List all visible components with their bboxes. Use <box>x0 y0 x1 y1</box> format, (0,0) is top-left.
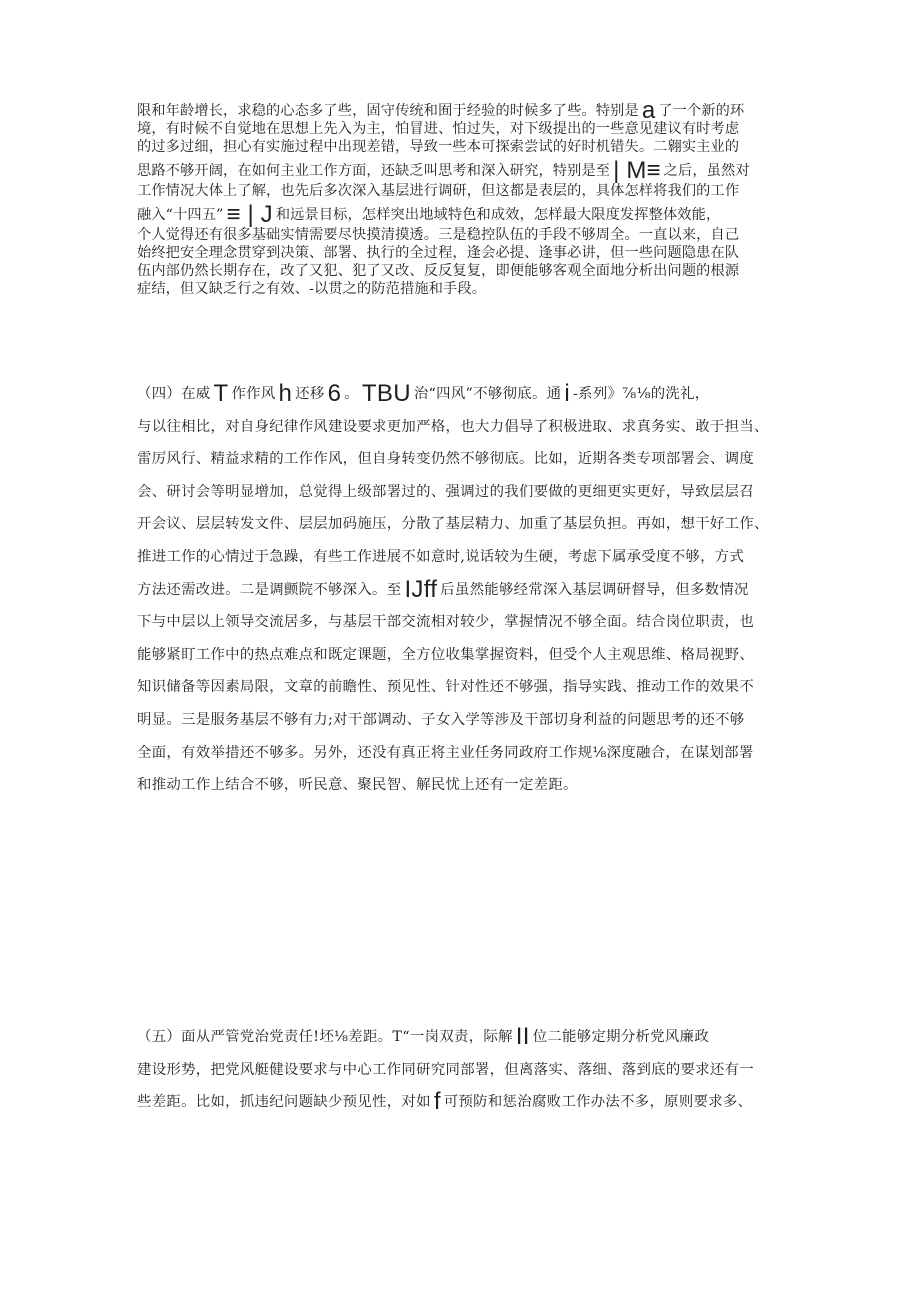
text-line: 与以往相比，对自身纪律作风建设要求更加严格，也大力倡导了积极进取、求真务实、敢于担当、 <box>137 418 769 435</box>
text-line: 知识储备等因素局限，文章的前瞻性、预见性、针对性还不够强，指导实践、推动工作的效果不 <box>137 679 755 696</box>
text-line: 境，有时候不自觉地在思想上先入为主，怕冒进、怕过失，对下级提出的一些意见建议有时考虑 <box>137 121 740 137</box>
ocr-artifact: a <box>641 97 656 124</box>
ocr-artifact: 6 <box>327 380 342 407</box>
text-line: 始终把安全理念贯穿到决策、部署、执行的全过程，逢会必提、逢事必讲，但一些问题隐患在队 <box>137 245 740 261</box>
ocr-artifact: f <box>433 1088 441 1116</box>
text-line: 的过多过细，担心有实施过程中出现差错，导致一些本可探索尝试的好时机错失。二翱实主业的 <box>137 139 740 155</box>
text-line <box>137 574 793 607</box>
text-run: 融入“十四五” <box>137 207 224 223</box>
text-line: 下与中层以上领导交流居多，与基层干部交流相对较少，掌握情况不够全面。结合岗位职责，也 <box>137 614 755 631</box>
text-run: 些差距。比如，抓违纪问题缺少预见性，对如 <box>137 1094 431 1111</box>
text-run: 治“四风”不够彻底。通 <box>413 386 562 402</box>
text-line: 明显。三是服务基层不够有力;对干部调动、子女入学等涉及干部切身利益的问题思考的还不够 <box>137 711 745 728</box>
text-line: 伍内部仍然长期存在，改了又犯、犯了又改、反反复复，即便能够客观全面地分析出问题的根源 <box>137 263 740 279</box>
text-line: 雷厉风行、精益求精的工作作风，但自身转变仍然不够彻底。比如，近期各类专项部署会、调度 <box>137 451 755 468</box>
text-line: 工作情况大体上了解，也先后多次深入基层进行调研，但这都是表层的，具体怎样将我们的工作 <box>137 183 740 199</box>
ocr-artifact: IJff <box>404 575 438 603</box>
text-run: 后虽然能够经常深入基层调研督导，但多数情况 <box>440 581 749 598</box>
ocr-artifact: i <box>564 380 570 407</box>
text-line <box>137 1021 793 1054</box>
text-run: 思路不够开阔，在如何主业工作方面，还缺乏叫思考和深入研究，特别是至 <box>137 163 611 179</box>
text-run: 作作风 <box>231 386 276 402</box>
text-line: 会、研讨会等明显增加，总觉得上级部署过的、强调过的我们要做的更细更实更好，导致层层召 <box>137 483 755 500</box>
text-line <box>137 97 793 124</box>
text-run: 可预防和惩治腐败工作办法不多，原则要求多、 <box>443 1094 753 1111</box>
ocr-artifact: II <box>515 1023 530 1050</box>
ocr-artifact: | M≡ <box>613 157 661 184</box>
text-run: （四）在威 <box>137 386 211 402</box>
text-run: -系列》⅞⅛的洗礼， <box>573 386 710 402</box>
text-run: （五）面从严管党治党责任!坯⅛差距。T“一岗双责，际解 <box>137 1029 513 1045</box>
text-line <box>137 1086 793 1119</box>
text-run: 限和年龄增长，求稳的心态多了些，固守传统和囿于经验的时候多了些。特别是 <box>137 103 639 119</box>
paragraph-section-five <box>137 1021 793 1119</box>
text-run: 位二能够定期分析党风廉政 <box>532 1029 710 1045</box>
ocr-artifact: ≡ | J <box>226 201 273 228</box>
text-line: 开会议、层层转发文件、层层加码施压，分散了基层精力、加重了基层负担。再如，想干好工作、 <box>137 516 769 533</box>
text-run: 和远景目标，怎样突出地域特色和成效，怎样最大限度发挥整体效能， <box>275 207 721 223</box>
text-line <box>137 200 793 226</box>
text-run: 之后，虽然对 <box>663 163 750 179</box>
text-line: 个人觉得还有很多基础实情需要尽快摸清摸透。三是稳控队伍的手段不够周全。一直以来，自己 <box>137 227 740 243</box>
text-run: 方法还需改进。二是调颤院不够深入。至 <box>137 581 402 598</box>
text-run: 。 <box>344 386 359 402</box>
text-line: 全面，有效举措还不够多。另外，还没有真正将主业任务同政府工作规⅛深度融合，在谋划部署 <box>137 744 754 761</box>
ocr-artifact: TBU <box>361 380 411 407</box>
paragraph-continued <box>137 97 793 298</box>
text-run: 还移 <box>295 386 325 402</box>
text-line: 推进工作的心情过于急躁，有些工作进展不如意时,说话较为生硬，考虑下属承受度不够，方式 <box>137 548 745 565</box>
text-line <box>137 378 793 411</box>
text-line: 能够紧盯工作中的热点难点和既定课题，全方位收集掌握资料，但受个人主观思维、格局视野、 <box>137 646 755 663</box>
text-line: 建设形势，把党风艇健设要求与中心工作同研究同部署，但离落实、落细、落到底的要求还有一 <box>137 1061 755 1078</box>
text-line: 症结，但又缺乏行之有效、-以贯之的防范措施和手段。 <box>137 281 487 297</box>
text-line <box>137 156 793 182</box>
paragraph-section-four <box>137 378 793 802</box>
ocr-artifact: h <box>278 380 293 407</box>
text-line: 和推动工作上结合不够，听民意、聚民智、解民忧上还有一定差距。 <box>137 777 578 794</box>
ocr-artifact: T <box>213 380 229 407</box>
text-run: 了一个新的环 <box>658 103 745 119</box>
